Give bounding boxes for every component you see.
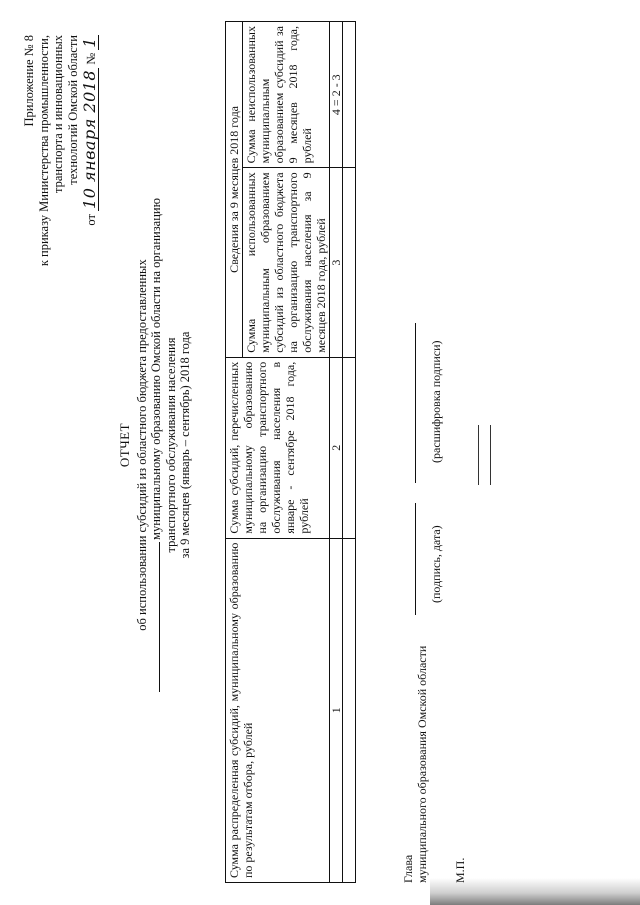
report-heading: ОТЧЕТ: [117, 422, 132, 468]
col-number-4: 4 = 2 - 3: [330, 22, 343, 168]
signature-caption: (подпись, дата): [429, 525, 443, 603]
report-table: [225, 21, 356, 883]
col-number-3: 3: [330, 168, 343, 357]
head-line-1: Глава: [401, 854, 415, 883]
handwritten-number: 1: [80, 37, 99, 48]
title-line-2: [149, 105, 164, 785]
signature-row: [395, 183, 443, 883]
table-row: [343, 22, 356, 883]
head-line-2: муниципального образования Омской области: [415, 645, 429, 883]
order-date-line: [80, 35, 99, 275]
col1-header: Сумма распределенная субсидий, муниципальному образованию по результатам отбора, рублей: [226, 538, 330, 882]
title-line-1: об использовании субсидий из областного бюджета предоставленных: [134, 259, 149, 631]
data-cell-1: [343, 538, 356, 882]
data-cell-4: [343, 22, 356, 168]
head-title: [401, 646, 429, 883]
stamp-label: М.П.: [453, 857, 467, 883]
appendix-number: Приложение № 8: [22, 35, 36, 127]
signature-block: [395, 183, 467, 883]
report-title-block: [118, 105, 193, 785]
decoding-line: [415, 323, 416, 483]
title-line-3: транспортного обслуживания населения: [163, 337, 178, 553]
from-label: от: [84, 214, 98, 226]
data-cell-2: [343, 357, 356, 538]
handwritten-date: 10 января 2018: [80, 69, 99, 209]
title-line-2-text: муниципальному образованию Омской области на организацию: [149, 198, 163, 540]
col-number-2: 2: [330, 357, 343, 538]
col3-header: Сумма использованных муниципальным образованием субсидий из областного бюджета на организацию транспортного обслуживания населения за 9 месяцев 2018 года, рублей: [243, 168, 330, 357]
group-header: Сведения за 9 месяцев 2018 года: [226, 22, 243, 358]
data-cell-3: [343, 168, 356, 357]
municipality-blank: [159, 542, 160, 692]
col-number-1: 1: [330, 538, 343, 882]
title-line-4: за 9 месяцев (январь – сентябрь) 2018 года: [178, 331, 192, 559]
col2-header: Сумма субсидий, перечисленных муниципальному образованию на организацию транспортного обслуживания населения в январе - сентябре 2018 года, рублей: [226, 357, 330, 538]
appendix-line-3: технологий Омской области: [65, 35, 80, 185]
scan-mark-line: [490, 425, 491, 485]
decoding-caption: (расшифровка подписи): [429, 340, 443, 463]
col4-header: Сумма неиспользованных муниципальным образованием субсидий за 9 месяцев 2018 года, рублей: [243, 22, 330, 168]
appendix-line-1: к приказу Министерства промышленности,: [36, 35, 51, 267]
table-number-row: [330, 22, 343, 883]
table-header-row-1: [226, 22, 243, 883]
appendix-block: [22, 35, 99, 275]
scan-mark-line: [478, 425, 479, 485]
signature-line: [415, 503, 416, 615]
number-label: №: [84, 52, 98, 65]
appendix-line-2: транспорта и инновационных: [51, 35, 65, 194]
